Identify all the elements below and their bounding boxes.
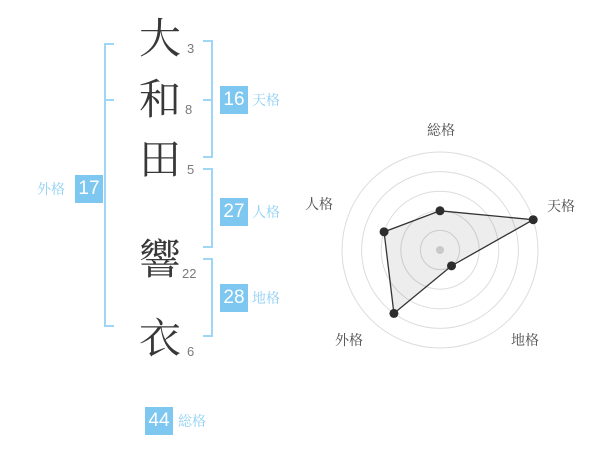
soukaku-label: 総格 xyxy=(178,413,206,429)
radar-label-gaikaku: 外格 xyxy=(335,332,363,348)
stroke-count-4: 22 xyxy=(182,266,197,281)
jinkaku-label: 人格 xyxy=(252,204,280,220)
radar-label-tenkaku: 天格 xyxy=(547,198,575,214)
stroke-count-3: 5 xyxy=(187,162,195,177)
stroke-count-5: 6 xyxy=(187,344,195,359)
name-char-1: 大 xyxy=(138,15,181,62)
chikaku-value-badge: 28 xyxy=(220,284,248,312)
gaikaku-value-badge: 17 xyxy=(75,175,103,203)
soukaku-value-badge: 44 xyxy=(145,407,173,435)
chikaku-label: 地格 xyxy=(252,290,280,306)
stroke-count-2: 8 xyxy=(185,102,193,117)
radar-label-chikaku: 地格 xyxy=(511,332,539,348)
tenkaku-value-badge: 16 xyxy=(220,86,248,114)
jinkaku-value-badge: 27 xyxy=(220,198,248,226)
tenkaku-label: 天格 xyxy=(252,92,280,108)
radar-label-jinkaku: 人格 xyxy=(305,196,333,212)
stroke-count-1: 3 xyxy=(187,41,195,56)
name-char-5: 衣 xyxy=(138,315,181,362)
radar-label-soukaku: 総格 xyxy=(427,122,455,138)
name-char-4: 響 xyxy=(138,236,181,283)
name-char-2: 和 xyxy=(138,76,181,123)
name-char-3: 田 xyxy=(138,136,181,183)
gaikaku-label: 外格 xyxy=(37,181,65,197)
